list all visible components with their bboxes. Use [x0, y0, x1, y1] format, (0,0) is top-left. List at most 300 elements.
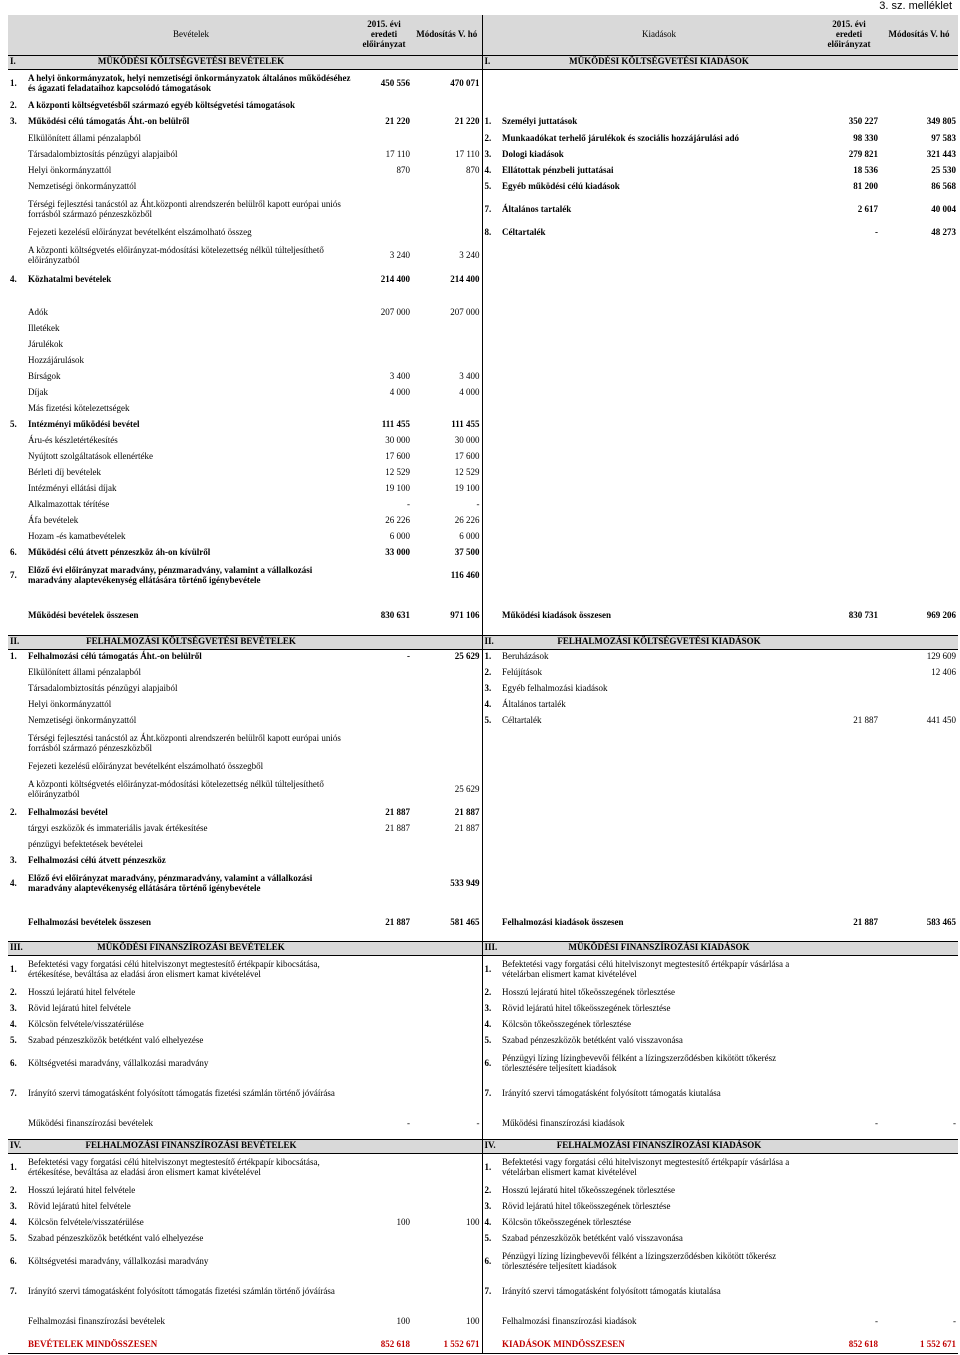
left-original-value: [356, 1277, 412, 1307]
left-modified-value: 4 000: [459, 387, 480, 398]
left-modified-value: 19 100: [454, 483, 480, 494]
left-item-number: [8, 321, 26, 337]
table-row: [8, 1277, 958, 1307]
left-modified-value: [412, 1033, 482, 1049]
left-original-value: 21 887: [385, 823, 410, 834]
right-item-label: Irányító szervi támogatásként folyósított támogatás kiutalása: [502, 1286, 721, 1297]
left-original-value: [356, 1183, 412, 1199]
section-header-row: [8, 1139, 958, 1153]
table-row: [8, 163, 958, 179]
left-modified-value: [412, 1079, 482, 1109]
right-item-number: 2.: [482, 985, 500, 1001]
right-item-label: [500, 529, 818, 545]
right-item-number: [482, 821, 500, 837]
table-row: [8, 625, 958, 635]
right-item-number: 2.: [482, 665, 500, 681]
table-row: [8, 241, 958, 271]
left-original-value: 26 226: [385, 515, 410, 526]
left-item-number: [8, 337, 26, 353]
table-row: [8, 449, 958, 465]
right-original-value: [818, 529, 880, 545]
right-item-label: [500, 289, 818, 305]
left-item-label: Hozzájárulások: [28, 355, 84, 366]
right-item-number: I.: [482, 55, 500, 69]
right-item-label: [500, 449, 818, 465]
right-modified-value: 349 805: [926, 116, 956, 127]
right-item-label: [500, 369, 818, 385]
left-item-label: FELHALMOZÁSI KÖLTSÉGVETÉSI BEVÉTELEK: [26, 635, 356, 649]
table-row: [8, 1109, 958, 1139]
left-original-value: [356, 1231, 412, 1247]
left-item-number: 1.: [10, 964, 17, 975]
table-row: [8, 1033, 958, 1049]
right-item-label: [500, 337, 818, 353]
right-item-number: [482, 401, 500, 417]
left-item-number: 4.: [10, 1019, 17, 1030]
right-modified-value: 1 552 671: [880, 1337, 958, 1353]
right-modified-value: [880, 305, 958, 321]
right-modified-value: 583 465: [926, 917, 956, 928]
left-original-value: [356, 321, 412, 337]
left-item-number: [8, 607, 26, 625]
table-row: [8, 337, 958, 353]
left-item-label: Felhalmozási finanszírozási bevételek: [28, 1316, 165, 1327]
left-modified-value: -: [476, 1117, 480, 1128]
right-modified-value: [880, 681, 958, 697]
left-original-value: [356, 759, 412, 775]
right-modified-value: [880, 1079, 958, 1109]
right-item-number: 1.: [482, 113, 500, 131]
right-item-number: [482, 337, 500, 353]
right-item-number: [482, 1109, 500, 1139]
right-item-label: Dologi kiadások: [502, 149, 564, 160]
left-modified-value: 3 240: [459, 250, 480, 261]
left-original-value: 852 618: [356, 1337, 412, 1353]
left-original-value: [356, 1153, 412, 1183]
left-original-value: [356, 1139, 412, 1153]
table-row: [8, 513, 958, 529]
right-original-value: [818, 759, 880, 775]
right-original-value: [818, 69, 880, 99]
right-item-number: 3.: [482, 147, 500, 163]
left-item-number: [8, 697, 26, 713]
left-item-number: 4.: [10, 1217, 17, 1228]
left-modified-value: 100: [466, 1316, 480, 1327]
left-modified-value: 971 106: [450, 610, 480, 621]
left-item-label: A központi költségvetés előirányzat-módosítási kötelezettség nélkül túlteljesíthető előirányzatból: [28, 245, 324, 265]
table-row: [8, 195, 958, 225]
left-item-number: [8, 913, 26, 933]
table-row: [8, 1215, 958, 1231]
left-original-value: [356, 985, 412, 1001]
left-item-number: [8, 433, 26, 449]
left-item-number: 3.: [10, 1003, 17, 1014]
right-original-value: [818, 513, 880, 529]
table-row: [8, 369, 958, 385]
left-item-label: Illetékek: [28, 323, 60, 334]
right-item-number: 5.: [482, 179, 500, 195]
left-item-label: Előző évi előirányzat maradvány, pénzmaradvány, valamint a vállalkozási maradvány alaptevékenység ellátására történő igénybevétele: [28, 873, 313, 893]
left-item-number: [8, 497, 26, 513]
left-original-value: [356, 1049, 412, 1079]
right-item-number: 2.: [482, 1183, 500, 1199]
left-modified-value: [412, 591, 482, 607]
table-row: [8, 1079, 958, 1109]
modified-header-left: Módosítás V. hó: [412, 15, 482, 55]
left-item-number: [8, 933, 26, 941]
left-original-value: 214 400: [380, 274, 410, 285]
left-item-label: Intézményi működési bevétel: [28, 419, 140, 430]
right-modified-value: [880, 985, 958, 1001]
left-modified-value: [412, 1049, 482, 1079]
left-modified-value: 17 600: [454, 451, 480, 462]
right-modified-value: [880, 1139, 958, 1153]
right-modified-value: [880, 1033, 958, 1049]
right-item-label: [500, 759, 818, 775]
right-original-value: [818, 1231, 880, 1247]
right-modified-value: [880, 1153, 958, 1183]
right-item-label: Befektetési vagy forgatási célú hitelviszonyt megtestesítő értékpapír vásárlása a vételárban elismert kamat kivételével: [502, 1157, 790, 1178]
right-modified-value: [880, 869, 958, 899]
left-item-label: Járulékok: [28, 339, 63, 350]
right-item-label: KIADÁSOK MINDÖSSZESEN: [500, 1337, 818, 1353]
right-modified-value: 441 450: [926, 715, 956, 726]
left-original-value: [356, 1199, 412, 1215]
left-item-label: Rövid lejáratú hitel felvétele: [28, 1003, 131, 1014]
right-modified-value: [880, 321, 958, 337]
left-item-number: I.: [8, 55, 26, 69]
left-item-number: [8, 353, 26, 369]
table-row: [8, 417, 958, 433]
right-original-value: 830 731: [848, 610, 878, 621]
left-item-label: Befektetési vagy forgatási célú hitelviszonyt megtestesítő értékpapír kibocsátása, értékesítése, beváltása az eladási áron elismert kamat kivételével: [28, 1157, 320, 1178]
right-original-value: [818, 353, 880, 369]
right-modified-value: [880, 805, 958, 821]
left-modified-value: [412, 837, 482, 853]
right-item-number: [482, 305, 500, 321]
left-modified-value: [412, 321, 482, 337]
right-modified-value: [880, 271, 958, 289]
left-original-value: 19 100: [385, 483, 410, 494]
right-original-value: [818, 55, 880, 69]
right-item-number: [482, 353, 500, 369]
left-item-number: 1.: [10, 78, 17, 89]
right-modified-value: [880, 353, 958, 369]
right-modified-value: [880, 417, 958, 433]
left-original-value: [356, 899, 412, 913]
left-item-number: [8, 481, 26, 497]
right-item-label: Pénzügyi lízing lízingbevevői félként a lízingszerződésben kikötött tőkerész törlesztésére teljesített kiadások: [502, 1053, 777, 1073]
left-modified-value: [412, 1277, 482, 1307]
right-original-value: 852 618: [818, 1337, 880, 1353]
right-modified-value: [880, 385, 958, 401]
right-item-number: [482, 591, 500, 607]
left-modified-value: 30 000: [454, 435, 480, 446]
left-item-label: Működési finanszírozási bevételek: [28, 1117, 153, 1128]
grand-total-row: [8, 1337, 958, 1353]
right-original-value: [818, 385, 880, 401]
left-item-label: Térségi fejlesztési tanácstól az Áht.központi alrendszerén belülről kapott európai uniós forrásból származó pénzeszközből: [28, 199, 341, 219]
right-item-label: Általános tartalék: [502, 699, 566, 710]
right-modified-value: [880, 241, 958, 271]
table-row: [8, 545, 958, 561]
left-item-label: Intézményi ellátási díjak: [28, 483, 117, 494]
left-item-number: [8, 1307, 26, 1337]
right-original-value: [818, 697, 880, 713]
left-item-number: 7.: [10, 1286, 17, 1297]
left-original-value: [356, 775, 412, 805]
left-item-label: Adók: [28, 307, 48, 318]
left-modified-value: [412, 759, 482, 775]
left-item-label: tárgyi eszközök és immateriális javak értékesítése: [28, 823, 208, 834]
left-item-number: [8, 513, 26, 529]
left-item-number: [8, 681, 26, 697]
left-modified-value: [412, 697, 482, 713]
left-item-label: Elkülönített állami pénzalapból: [28, 133, 141, 144]
right-original-value: [818, 241, 880, 271]
table-row: [8, 147, 958, 163]
right-original-value: [818, 649, 880, 665]
left-item-label: Kölcsön felvétele/visszatérülése: [28, 1217, 144, 1228]
annex-label: 3. sz. melléklet: [879, 0, 952, 12]
left-item-number: [8, 401, 26, 417]
left-original-value: [356, 1001, 412, 1017]
left-original-value: 830 631: [380, 610, 410, 621]
left-item-label: A központi költségvetésből származó egyéb költségvetési támogatások: [28, 100, 295, 111]
left-item-number: [8, 449, 26, 465]
table-row: [8, 69, 958, 99]
right-item-label: Befektetési vagy forgatási célú hitelviszonyt megtestesítő értékpapír vásárlása a vételárban elismert kamat kivételével: [502, 959, 790, 980]
left-modified-value: [412, 55, 482, 69]
left-item-number: [8, 147, 26, 163]
left-modified-value: [412, 1001, 482, 1017]
left-original-value: 870: [396, 165, 410, 176]
right-original-value: [818, 305, 880, 321]
left-item-number: 2.: [10, 807, 17, 818]
right-modified-value: [880, 1017, 958, 1033]
right-original-value: 81 200: [853, 181, 878, 192]
right-item-label: [500, 433, 818, 449]
left-modified-value: [412, 1247, 482, 1277]
left-item-number: 5.: [10, 419, 17, 430]
table-row: [8, 321, 958, 337]
right-item-label: Ellátottak pénzbeli juttatásai: [502, 165, 614, 176]
left-original-value: [356, 1017, 412, 1033]
left-original-value: 3 400: [389, 371, 410, 382]
table-row: [8, 775, 958, 805]
right-item-number: [482, 385, 500, 401]
table-row: [8, 1153, 958, 1183]
right-item-label: [500, 353, 818, 369]
header-row: [8, 15, 958, 55]
left-modified-value: 25 629: [454, 784, 480, 795]
right-modified-value: [880, 853, 958, 869]
left-original-value: 207 000: [380, 307, 410, 318]
left-item-number: [8, 837, 26, 853]
left-modified-value: [412, 713, 482, 729]
table-row: [8, 433, 958, 449]
left-item-label: MŰKÖDÉSI FINANSZÍROZÁSI BEVÉTELEK: [26, 941, 356, 955]
right-item-number: [482, 805, 500, 821]
left-modified-value: [412, 1153, 482, 1183]
section-header-row: [8, 55, 958, 69]
original-header-left: 2015. évi eredeti előirányzat: [356, 15, 412, 55]
table-row: [8, 591, 958, 607]
left-original-value: [356, 933, 412, 941]
left-original-value: 30 000: [385, 435, 410, 446]
left-item-label: Díjak: [28, 387, 48, 398]
right-modified-value: [880, 369, 958, 385]
right-item-label: [500, 465, 818, 481]
left-modified-value: [412, 289, 482, 305]
right-modified-value: [880, 933, 958, 941]
left-modified-value: 21 887: [454, 823, 480, 834]
left-modified-value: [412, 179, 482, 195]
left-original-value: 33 000: [385, 547, 410, 558]
right-original-value: [818, 1049, 880, 1079]
table-row: [8, 225, 958, 241]
table-row: [8, 353, 958, 369]
right-modified-value: 129 609: [926, 651, 956, 662]
left-item-number: [8, 385, 26, 401]
right-original-value: [818, 401, 880, 417]
right-original-value: [818, 1017, 880, 1033]
left-item-number: [8, 625, 26, 635]
right-original-value: [818, 1215, 880, 1231]
left-item-number: 1.: [10, 651, 17, 662]
right-modified-value: -: [953, 1117, 956, 1128]
table-row: [8, 899, 958, 913]
right-modified-value: [880, 729, 958, 759]
right-original-value: [818, 985, 880, 1001]
table-row: [8, 933, 958, 941]
right-item-label: Egyéb felhalmozási kiadások: [502, 683, 608, 694]
right-item-label: Felújítások: [502, 667, 542, 678]
left-item-number: [8, 713, 26, 729]
left-item-number: [8, 369, 26, 385]
left-original-value: [356, 713, 412, 729]
left-item-label: Befektetési vagy forgatási célú hitelviszonyt megtestesítő értékpapír kibocsátása, értékesítése, beváltása az eladási áron elismert kamat kivételével: [28, 959, 320, 980]
right-original-value: [818, 1001, 880, 1017]
left-original-value: [356, 55, 412, 69]
right-original-value: [818, 1247, 880, 1277]
right-item-label: [500, 481, 818, 497]
right-modified-value: 97 583: [931, 133, 956, 144]
right-item-label: [500, 271, 818, 289]
left-original-value: [356, 591, 412, 607]
right-item-label: [500, 305, 818, 321]
left-item-number: [8, 179, 26, 195]
left-item-label: Helyi önkormányzattól: [28, 165, 112, 176]
left-modified-value: [412, 195, 482, 225]
right-item-label: FELHALMOZÁSI FINANSZÍROZÁSI KIADÁSOK: [500, 1139, 818, 1153]
right-item-label: [500, 625, 818, 635]
right-item-number: [482, 417, 500, 433]
right-original-value: [818, 481, 880, 497]
left-original-value: [356, 401, 412, 417]
right-item-label: [500, 869, 818, 899]
left-original-value: [356, 225, 412, 241]
right-item-number: 1.: [482, 649, 500, 665]
table-row: [8, 385, 958, 401]
left-item-number: 5.: [10, 1035, 17, 1046]
right-item-number: [482, 625, 500, 635]
table-row: [8, 837, 958, 853]
right-modified-value: [880, 821, 958, 837]
right-original-value: [818, 681, 880, 697]
right-item-label: Céltartalék: [502, 715, 542, 726]
right-modified-value: [880, 401, 958, 417]
right-item-label: [500, 545, 818, 561]
right-item-label: [500, 821, 818, 837]
right-item-label: Beruházások: [502, 651, 549, 662]
right-item-number: 6.: [482, 1049, 500, 1079]
right-original-value: [818, 853, 880, 869]
right-original-value: -: [875, 1316, 878, 1327]
left-modified-value: [412, 1183, 482, 1199]
left-modified-value: [412, 353, 482, 369]
right-item-number: 4.: [482, 1017, 500, 1033]
right-original-value: [818, 1199, 880, 1215]
right-item-number: [482, 1337, 500, 1353]
table-row: [8, 179, 958, 195]
right-item-number: III.: [482, 941, 500, 955]
right-modified-value: [880, 625, 958, 635]
right-item-number: 5.: [482, 1231, 500, 1247]
left-item-number: [8, 241, 26, 271]
left-item-label: Hozam -és kamatbevételek: [28, 531, 126, 542]
right-modified-value: [880, 899, 958, 913]
left-modified-value: [412, 635, 482, 649]
left-original-value: [356, 353, 412, 369]
left-item-number: 2.: [10, 987, 17, 998]
left-modified-value: 6 000: [459, 531, 480, 542]
right-item-number: [482, 775, 500, 805]
left-item-label: Fejezeti kezelésű előirányzat bevételként elszámolható összeg: [28, 227, 252, 238]
left-modified-value: 3 400: [459, 371, 480, 382]
section-header-row: [8, 635, 958, 649]
left-modified-value: [412, 665, 482, 681]
right-modified-value: 12 406: [931, 667, 956, 678]
left-original-value: 6 000: [389, 531, 410, 542]
right-original-value: 21 887: [853, 917, 878, 928]
right-item-number: [482, 545, 500, 561]
left-item-number: 6.: [10, 1058, 17, 1069]
right-item-number: [482, 899, 500, 913]
left-item-label: Közhatalmi bevételek: [28, 274, 112, 285]
left-original-value: -: [407, 651, 410, 662]
left-modified-value: 116 460: [450, 570, 480, 581]
right-item-label: [500, 321, 818, 337]
left-item-number: 7.: [10, 1088, 17, 1099]
right-original-value: [818, 271, 880, 289]
right-original-value: [818, 1153, 880, 1183]
right-item-number: [482, 99, 500, 113]
right-modified-value: [880, 433, 958, 449]
right-item-number: 4.: [482, 163, 500, 179]
left-original-value: 100: [396, 1217, 410, 1228]
left-modified-value: 581 465: [450, 917, 480, 928]
right-modified-value: [880, 497, 958, 513]
left-item-number: [8, 289, 26, 305]
right-modified-value: [880, 449, 958, 465]
table-row: [8, 99, 958, 113]
right-item-number: [482, 497, 500, 513]
right-item-label: Kölcsön tőkeösszegének törlesztése: [502, 1019, 631, 1030]
left-item-label: Bírságok: [28, 371, 61, 382]
left-modified-value: [412, 853, 482, 869]
left-item-number: 5.: [10, 1233, 17, 1244]
